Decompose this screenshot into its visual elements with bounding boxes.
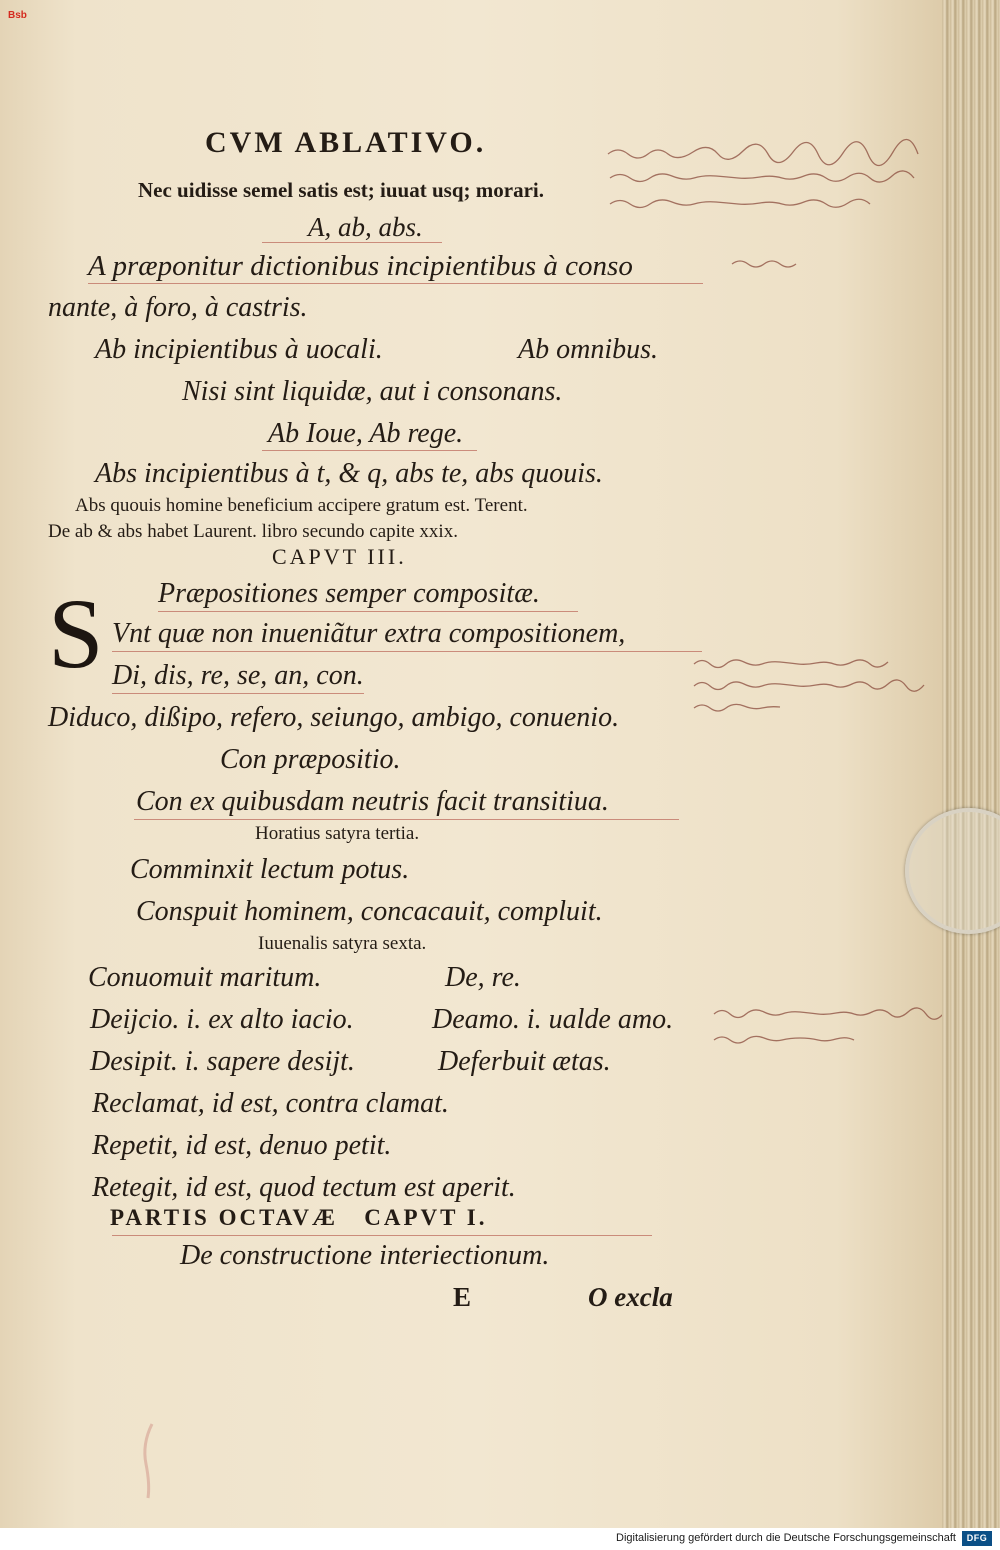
text-line: Retegit, id est, quod tectum est aperit. <box>92 1172 516 1203</box>
text-line: Diduco, dißipo, refero, seiungo, ambigo, conuenio. <box>48 702 620 733</box>
marginal-scribble-4 <box>708 996 968 1056</box>
library-mark: Bsb <box>8 10 27 21</box>
ink-underline <box>262 450 477 451</box>
text-line: De ab & abs habet Laurent. libro secundo capite xxix. <box>48 521 458 542</box>
ink-underline <box>112 693 364 694</box>
chapter-heading: PARTIS OCTAVÆ CAPVT I. <box>110 1205 488 1230</box>
footer-credit: Digitalisierung gefördert durch die Deutsche Forschungsgemeinschaft <box>616 1532 956 1544</box>
ink-underline <box>88 283 703 284</box>
ink-underline <box>112 651 702 652</box>
text-line: Ab Ioue, Ab rege. <box>268 418 464 449</box>
ink-underline <box>262 242 442 243</box>
dfg-logo: DFG <box>962 1531 992 1546</box>
section-heading: CVM ABLATIVO. <box>205 126 487 159</box>
text-line: Di, dis, re, se, an, con. <box>112 660 364 691</box>
page-edges <box>942 0 1000 1528</box>
text-line: Nisi sint liquidæ, aut i consonans. <box>182 376 563 407</box>
text-line: Abs quouis homine beneficium accipere gratum est. Terent. <box>75 495 528 516</box>
text-line: Repetit, id est, denuo petit. <box>92 1130 392 1161</box>
text-line: Ab omnibus. <box>518 334 658 365</box>
ink-underline <box>158 611 578 612</box>
text-line: A, ab, abs. <box>308 212 423 242</box>
ink-underline <box>112 1235 652 1236</box>
text-line: Desipit. i. sapere desijt. <box>90 1046 355 1077</box>
text-line: De, re. <box>445 962 521 993</box>
paper-stain <box>130 1420 170 1500</box>
footer-bar <box>0 1528 1000 1550</box>
text-line: Con ex quibusdam neutris facit transitiua. <box>136 786 609 817</box>
drop-capital: S <box>48 578 104 689</box>
text-line: Præpositiones semper compositæ. <box>158 578 540 609</box>
catchword: O excla <box>588 1282 673 1312</box>
text-line: nante, à foro, à castris. <box>48 292 308 323</box>
text-line: Nec uidisse semel satis est; iuuat usq; morari. <box>138 178 544 202</box>
ink-underline <box>134 819 679 820</box>
text-line: Iuuenalis satyra sexta. <box>258 933 427 954</box>
text-line: Vnt quæ non inueniãtur extra compositionem, <box>112 618 626 649</box>
text-line: Con præpositio. <box>220 744 401 775</box>
text-line: Comminxit lectum potus. <box>130 854 410 885</box>
text-line: Conspuit hominem, concacauit, compluit. <box>136 896 603 927</box>
marginal-scribble-3 <box>688 648 948 718</box>
text-line: Abs incipientibus à t, & q, abs te, abs quouis. <box>95 458 603 489</box>
chapter-heading: CAPVT III. <box>272 544 407 569</box>
text-line: De constructione interiectionum. <box>180 1240 550 1271</box>
text-line: Reclamat, id est, contra clamat. <box>92 1088 449 1119</box>
marginal-scribble-1 <box>598 132 958 222</box>
text-line: Deamo. i. ualde amo. <box>432 1004 674 1035</box>
text-line: Horatius satyra tertia. <box>255 823 420 844</box>
text-line: Deijcio. i. ex alto iacio. <box>90 1004 354 1035</box>
text-line: A præponitur dictionibus incipientibus à conso <box>88 250 633 282</box>
text-line: Ab incipientibus à uocali. <box>95 334 383 365</box>
text-line: Conuomuit maritum. <box>88 962 322 993</box>
text-line: Deferbuit ætas. <box>438 1046 611 1077</box>
marginal-scribble-2 <box>728 254 808 274</box>
catchword-part: E <box>453 1282 472 1312</box>
